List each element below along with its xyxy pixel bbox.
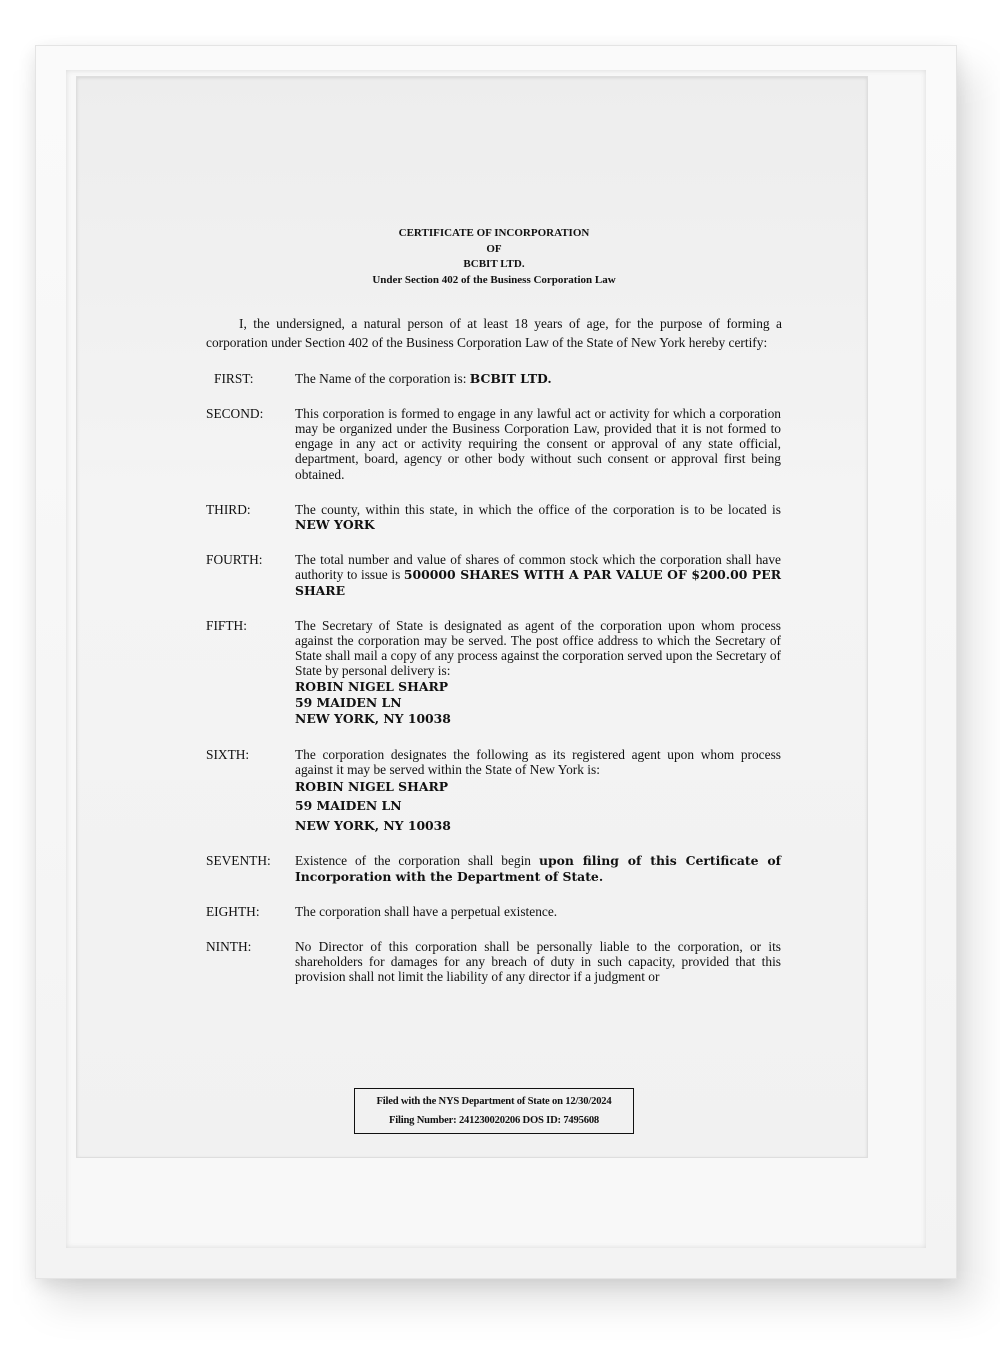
article-third [206, 502, 782, 532]
article-ninth [206, 939, 782, 985]
article-text: The Name of the corporation is: [295, 370, 470, 386]
header-of: OF [486, 242, 502, 255]
article-body [295, 853, 781, 883]
article-label: EIGHTH: [206, 903, 260, 919]
article-eighth [206, 904, 782, 919]
article-second [206, 406, 782, 482]
article-label: FOURTH: [206, 552, 263, 568]
article-seventh [206, 853, 782, 883]
article-first [206, 371, 782, 386]
certificate-header [206, 226, 782, 288]
article-body [295, 502, 781, 532]
article-text: The county, within this state, in which the office of the corporation is to be located is [295, 501, 781, 517]
address-street: 59 MAIDEN LN [295, 694, 402, 710]
company-name-bold: BCBIT LTD. [469, 370, 552, 386]
intro-paragraph: I, the undersigned, a natural person of at least 18 years of age, for the purpose of forming a corporation under Section 402 of the Business Corporation Law of the State of New York hereby certify: [206, 315, 782, 350]
article-body [295, 371, 781, 386]
article-label: FIFTH: [206, 617, 247, 633]
agent-name: ROBIN NIGEL SHARP [295, 778, 449, 794]
article-body: This corporation is formed to engage in any lawful act or activity for which a corporation may be organized under the Business Corporation Law, provided that it is not formed to engage in any act or activity requiring the consent or approval of any state official, department, board, agency or other body without such consent or approval first being obtained. [295, 405, 781, 482]
article-fourth [206, 552, 782, 598]
article-body: No Director of this corporation shall be personally liable to the corporation, or its shareholders for damages for any breach of duty in such capacity, provided that this provision shall not limit the liability of any director if a judgment or [295, 939, 781, 985]
article-text: The total number and value of shares of common stock which the corporation shall have authority to issue is [295, 552, 781, 583]
existence-bold: upon filing of this Certificate of Incorporation with the Department of State. [295, 853, 781, 884]
county-bold: NEW YORK [295, 516, 375, 532]
article-body [295, 618, 781, 727]
article-body [295, 747, 781, 836]
certificate-document [206, 226, 782, 985]
address-city: NEW YORK, NY 10038 [295, 710, 451, 726]
article-label: NINTH: [206, 939, 252, 955]
header-subtitle: Under Section 402 of the Business Corporation Law [372, 273, 616, 286]
article-label: THIRD: [206, 501, 251, 517]
article-label: SECOND: [206, 405, 264, 421]
header-title: CERTIFICATE OF INCORPORATION [398, 227, 590, 239]
filing-stamp [354, 1088, 634, 1134]
article-sixth [206, 747, 782, 836]
agent-city: NEW YORK, NY 10038 [295, 817, 451, 833]
article-label: SIXTH: [206, 746, 250, 762]
address-name: ROBIN NIGEL SHARP [295, 678, 449, 694]
article-text: The corporation designates the following as its registered agent upon whom process against it may be served within the State of New York is: [295, 746, 781, 777]
article-body: The corporation shall have a perpetual existence. [295, 903, 558, 919]
header-company-name: BCBIT LTD. [463, 258, 525, 270]
article-text: The Secretary of State is designated as agent of the corporation upon whom process against the corporation may be served. The post office address to which the Secretary of State shall mail a copy of any process against the corporation served upon the Secretary of State by personal delivery is: [295, 617, 781, 679]
article-label: SEVENTH: [206, 853, 271, 869]
filing-number-line: Filing Number: 241230020206 DOS ID: 7495608 [388, 1115, 600, 1126]
article-label: FIRST: [214, 370, 254, 386]
article-text: Existence of the corporation shall begin [295, 853, 539, 869]
shares-bold: 500000 SHARES WITH A PAR VALUE OF $200.00 PER SHARE [295, 567, 781, 598]
article-fifth [206, 618, 782, 727]
filing-date-line: Filed with the NYS Department of State on 12/30/2024 [376, 1096, 612, 1107]
agent-street: 59 MAIDEN LN [295, 798, 402, 814]
article-body [295, 552, 781, 598]
